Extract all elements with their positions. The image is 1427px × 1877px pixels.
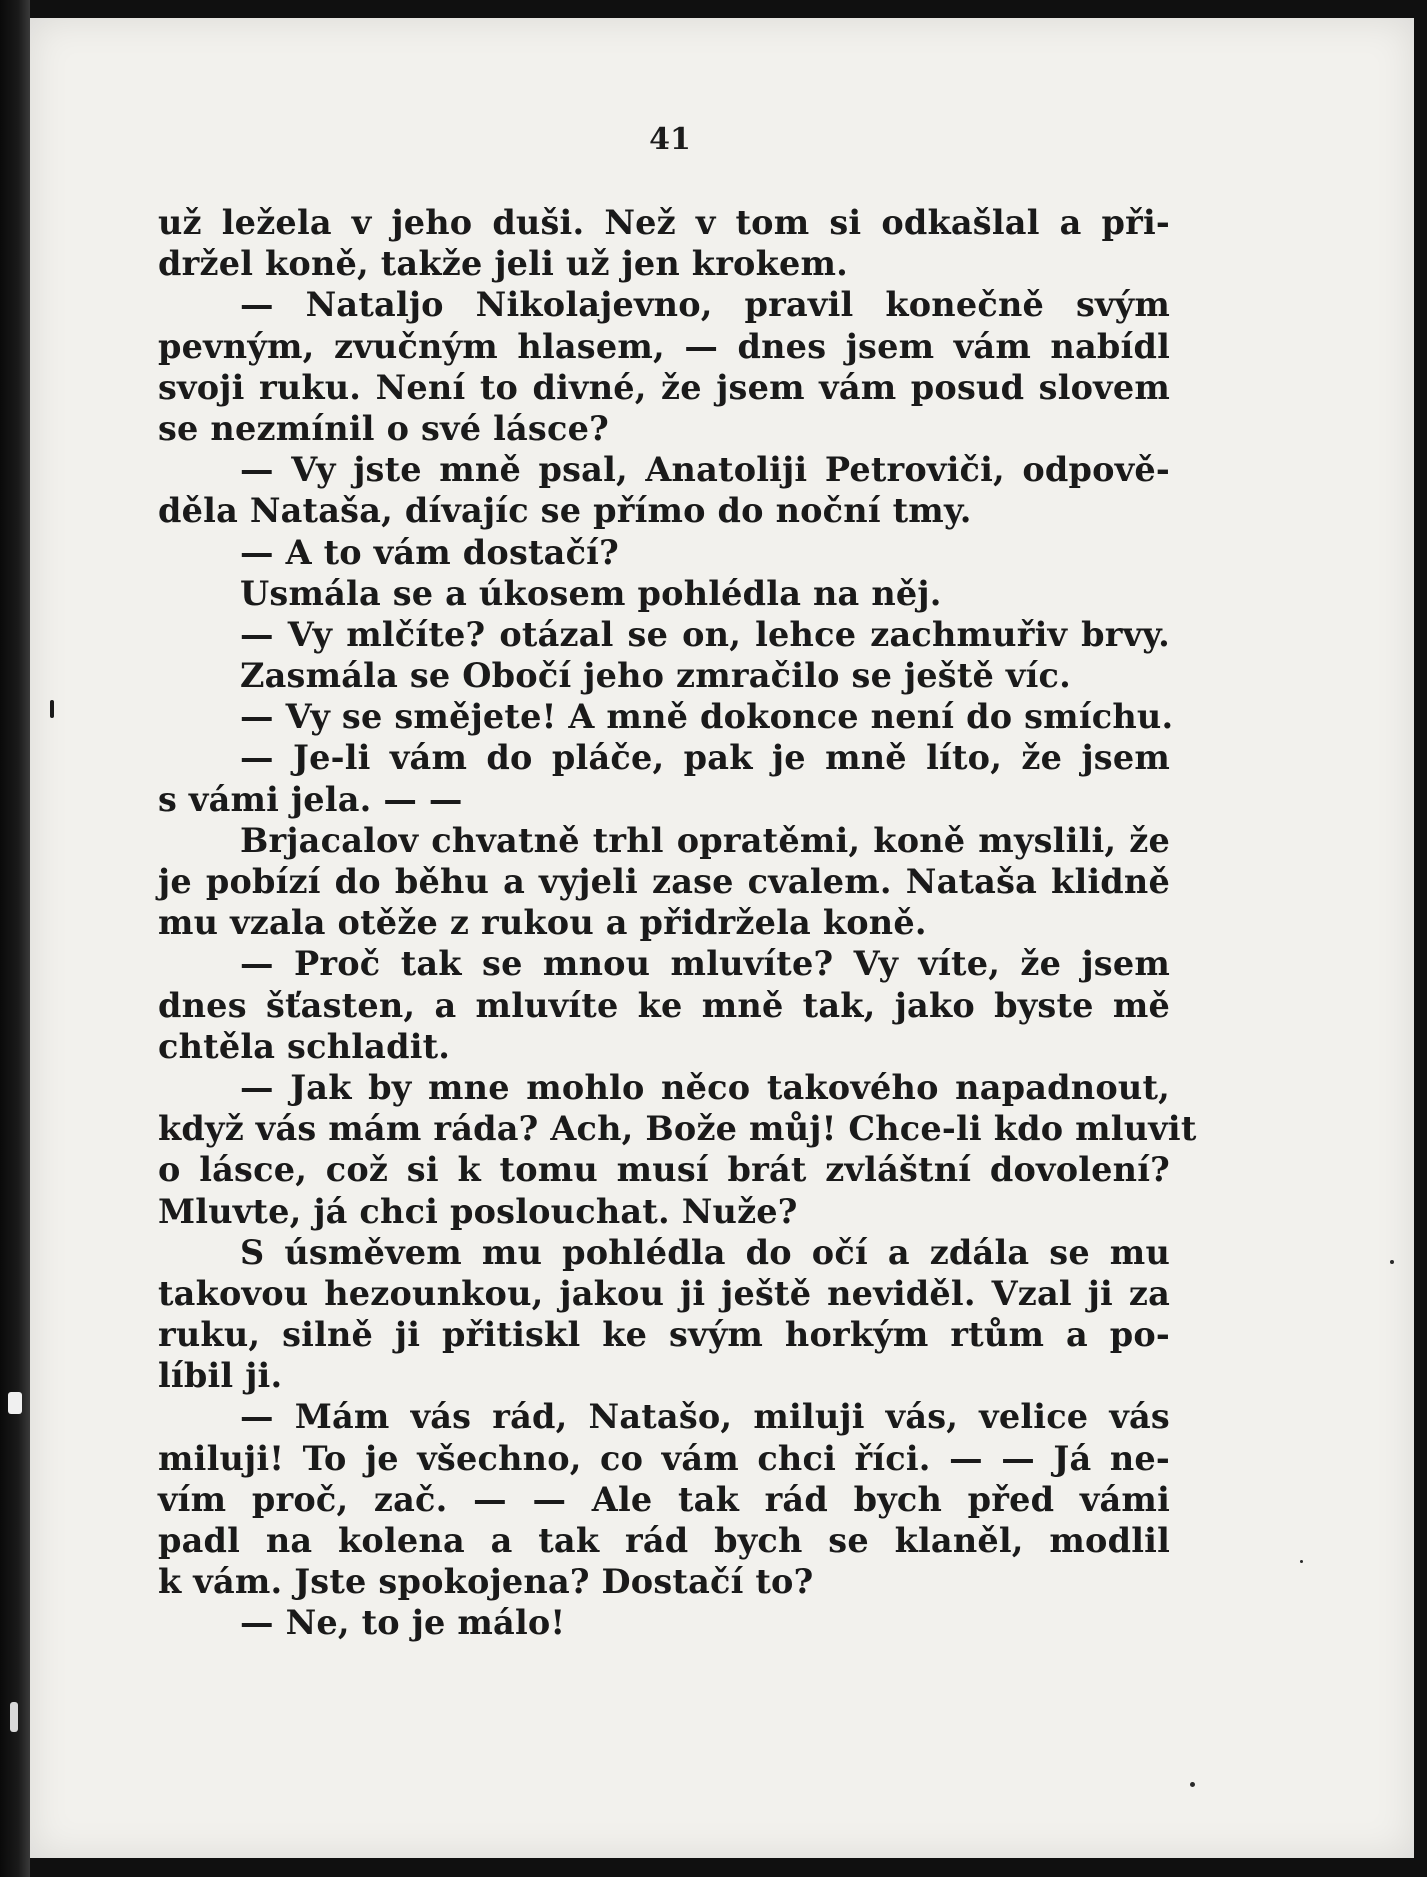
text-line: pevným, zvučným hlasem, — dnes jsem vám nabídl <box>158 326 1170 366</box>
text-line: s vámi jela. — — <box>158 779 463 819</box>
text-line: takovou hezounkou, jakou ji ještě neviděl. Vzal ji za <box>158 1273 1170 1313</box>
text-line: padl na kolena a tak rád bych se klaněl, modlil <box>158 1521 1170 1560</box>
text-line: Usmála se a úkosem pohlédla na něj. <box>240 573 942 613</box>
text-line: — Proč tak se mnou mluvíte? Vy víte, že jsem <box>240 944 1170 984</box>
margin-mark <box>10 1702 18 1732</box>
text-line: o lásce, což si k tomu musí brát zvláštní dovolení? <box>158 1150 1170 1190</box>
text-line: děla Nataša, dívajíc se přímo do noční tmy. <box>158 491 972 531</box>
text-line: — Ne, to je málo! <box>240 1603 566 1643</box>
body-text <box>158 202 1197 1644</box>
text-line: k vám. Jste spokojena? Dostačí to? <box>158 1562 814 1602</box>
text-line: miluji! To je všechno, co vám chci říci. — — Já ne- <box>158 1438 1170 1478</box>
text-line: — Je-li vám do pláče, pak je mně líto, že jsem <box>240 738 1170 778</box>
text-line: Brjacalov chvatně trhl opratěmi, koně myslili, že <box>240 820 1170 860</box>
text-line: se nezmínil o své lásce? <box>158 408 609 448</box>
text-line: — A to vám dostačí? <box>240 532 619 572</box>
text-line: chtěla schladit. <box>158 1026 451 1066</box>
text-line: je pobízí do běhu a vyjeli zase cvalem. Nataša klidně <box>158 862 1170 901</box>
dust-speck <box>1390 1260 1394 1264</box>
margin-mark <box>50 700 54 718</box>
text-line: S úsměvem mu pohlédla do očí a zdála se mu <box>240 1232 1170 1272</box>
text-line: — Jak by mne mohlo něco takového napadnout, <box>240 1067 1170 1107</box>
text-line: vím proč, zač. — — Ale tak rád bych před vámi <box>158 1479 1170 1519</box>
text-line: — Vy se smějete! A mně dokonce není do smíchu. <box>240 697 1174 737</box>
text-line: svoji ruku. Není to divné, že jsem vám posud slovem <box>158 367 1170 407</box>
text-line: držel koně, takže jeli už jen krokem. <box>158 244 849 284</box>
text-line: mu vzala otěže z rukou a přidržela koně. <box>158 903 927 943</box>
text-line: už ležela v jeho duši. Než v tom si odkašlal a při- <box>158 203 1170 242</box>
dust-speck <box>1190 1782 1195 1787</box>
dust-speck <box>1300 1560 1303 1563</box>
text-line: líbil ji. <box>158 1356 283 1396</box>
text-line: — Vy jste mně psal, Anatoliji Petroviči, odpově- <box>240 450 1170 490</box>
text-line: když vás mám ráda? Ach, Bože můj! Chce-li kdo mluvit <box>158 1109 1197 1149</box>
text-line: Zasmála se Obočí jeho zmračilo se ještě víc. <box>240 656 1071 696</box>
text-line: ruku, silně ji přitiskl ke svým horkým rtům a po- <box>158 1315 1170 1355</box>
margin-mark <box>8 1392 22 1414</box>
text-line: — Nataljo Nikolajevno, pravil konečně svým <box>240 285 1170 325</box>
text-line: dnes šťasten, a mluvíte ke mně tak, jako byste mě <box>158 985 1170 1025</box>
text-line: — Mám vás rád, Natašo, miluji vás, velice vás <box>240 1397 1170 1437</box>
text-line: Mluvte, já chci poslouchat. Nuže? <box>158 1191 798 1231</box>
text-line: — Vy mlčíte? otázal se on, lehce zachmuřiv brvy. <box>240 614 1170 654</box>
page-number: 41 <box>649 122 691 157</box>
page-binding-edge <box>0 0 30 1877</box>
